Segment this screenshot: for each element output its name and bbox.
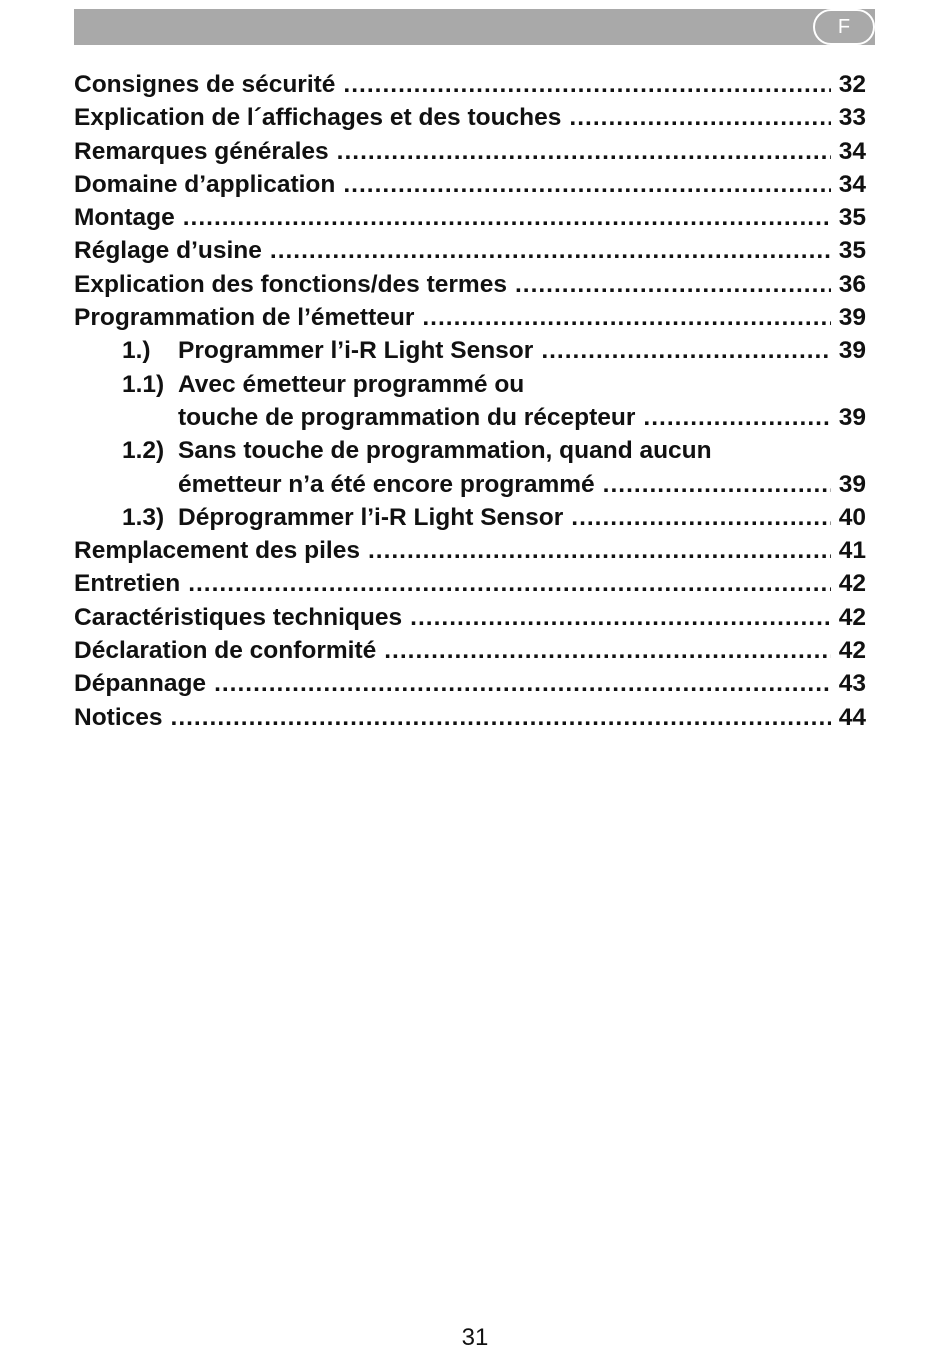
header-bar xyxy=(74,9,875,45)
toc-entry-title: Sans touche de programmation, quand aucun xyxy=(178,437,712,465)
leader-dots xyxy=(171,701,831,734)
toc-entry-title: Explication de l´affichages et des touches xyxy=(74,104,562,132)
leader-dots xyxy=(214,667,831,700)
toc-entry-title: Programmation de l’émetteur xyxy=(74,304,415,332)
toc-subentry-number: 1.2) xyxy=(122,437,165,465)
table-of-contents xyxy=(74,68,866,734)
page-number: 31 xyxy=(461,1324,489,1351)
toc-entry-title: Consignes de sécurité xyxy=(74,71,336,98)
toc-entry-page: 32 xyxy=(838,71,866,98)
toc-entry[interactable] xyxy=(74,701,866,734)
toc-entry[interactable] xyxy=(74,101,866,134)
toc-entry[interactable] xyxy=(74,68,866,101)
toc-entry-title: Entretien xyxy=(74,570,181,598)
toc-entry-title: Remarques générales xyxy=(74,137,329,165)
leader-dots xyxy=(368,534,831,567)
leader-dots xyxy=(384,634,831,667)
toc-entry-page: 39 xyxy=(838,403,866,431)
toc-entry[interactable] xyxy=(74,634,866,667)
toc-entry-title: Montage xyxy=(74,204,175,232)
toc-entry-title: Avec émetteur programmé ou xyxy=(178,370,525,398)
toc-subentry[interactable] xyxy=(74,334,866,367)
leader-dots xyxy=(188,567,831,600)
toc-entry-title: Déclaration de conformité xyxy=(74,637,377,665)
leader-dots xyxy=(541,334,830,367)
toc-entry[interactable] xyxy=(74,567,866,600)
toc-entry[interactable] xyxy=(74,201,866,234)
language-badge: F xyxy=(813,9,875,45)
toc-entry-page: 39 xyxy=(838,470,866,498)
toc-entry-title-continued: touche de programmation du récepteur xyxy=(178,403,636,431)
toc-entry-title: Notices xyxy=(74,703,163,731)
toc-entry-page: 42 xyxy=(838,637,866,665)
toc-subentry-number: 1.) xyxy=(122,337,151,365)
toc-entry-title: Caractéristiques techniques xyxy=(74,603,403,631)
toc-entry[interactable] xyxy=(74,601,866,634)
toc-subentry-number: 1.1) xyxy=(122,370,165,398)
toc-entry-title: Explication des fonctions/des termes xyxy=(74,270,507,298)
toc-entry-page: 41 xyxy=(838,537,866,565)
toc-entry-page: 42 xyxy=(838,570,866,598)
leader-dots xyxy=(571,501,830,534)
leader-dots xyxy=(183,201,831,234)
toc-subentry-continuation[interactable] xyxy=(74,468,866,501)
leader-dots xyxy=(569,101,830,134)
toc-entry-page: 34 xyxy=(838,137,866,165)
leader-dots xyxy=(270,234,831,267)
leader-dots xyxy=(343,68,830,101)
toc-subentry[interactable] xyxy=(74,434,866,467)
toc-entry[interactable] xyxy=(74,135,866,168)
toc-entry-title: Programmer l’i-R Light Sensor xyxy=(178,337,534,365)
leader-dots xyxy=(410,601,831,634)
toc-entry-title: Remplacement des piles xyxy=(74,537,360,565)
toc-entry-title: Domaine d’application xyxy=(74,170,336,198)
leader-dots xyxy=(422,301,830,334)
toc-subentry[interactable] xyxy=(74,501,866,534)
toc-entry[interactable] xyxy=(74,667,866,700)
toc-entry-page: 44 xyxy=(838,703,866,731)
leader-dots xyxy=(343,168,830,201)
toc-entry[interactable] xyxy=(74,234,866,267)
toc-subentry-number: 1.3) xyxy=(122,503,165,531)
toc-entry-page: 39 xyxy=(838,337,866,365)
toc-entry[interactable] xyxy=(74,534,866,567)
toc-entry[interactable] xyxy=(74,301,866,334)
toc-entry[interactable] xyxy=(74,268,866,301)
leader-dots xyxy=(643,401,830,434)
toc-entry-page: 36 xyxy=(838,270,866,298)
toc-entry-page: 33 xyxy=(838,104,866,132)
leader-dots xyxy=(337,135,831,168)
toc-entry-page: 39 xyxy=(838,304,866,332)
leader-dots xyxy=(603,468,831,501)
toc-entry-title: Réglage d’usine xyxy=(74,237,262,265)
toc-entry-title: Déprogrammer l’i-R Light Sensor xyxy=(178,503,564,531)
toc-entry-title-continued: émetteur n’a été encore programmé xyxy=(178,470,595,498)
leader-dots xyxy=(515,268,831,301)
toc-subentry-continuation[interactable] xyxy=(74,401,866,434)
toc-entry-page: 35 xyxy=(838,204,866,232)
toc-entry-page: 43 xyxy=(838,670,866,698)
toc-entry-page: 34 xyxy=(838,170,866,198)
toc-entry[interactable] xyxy=(74,168,866,201)
toc-entry-page: 42 xyxy=(838,603,866,631)
toc-subentry[interactable] xyxy=(74,368,866,401)
toc-entry-title: Dépannage xyxy=(74,670,207,698)
toc-entry-page: 35 xyxy=(838,237,866,265)
toc-entry-page: 40 xyxy=(838,503,866,531)
